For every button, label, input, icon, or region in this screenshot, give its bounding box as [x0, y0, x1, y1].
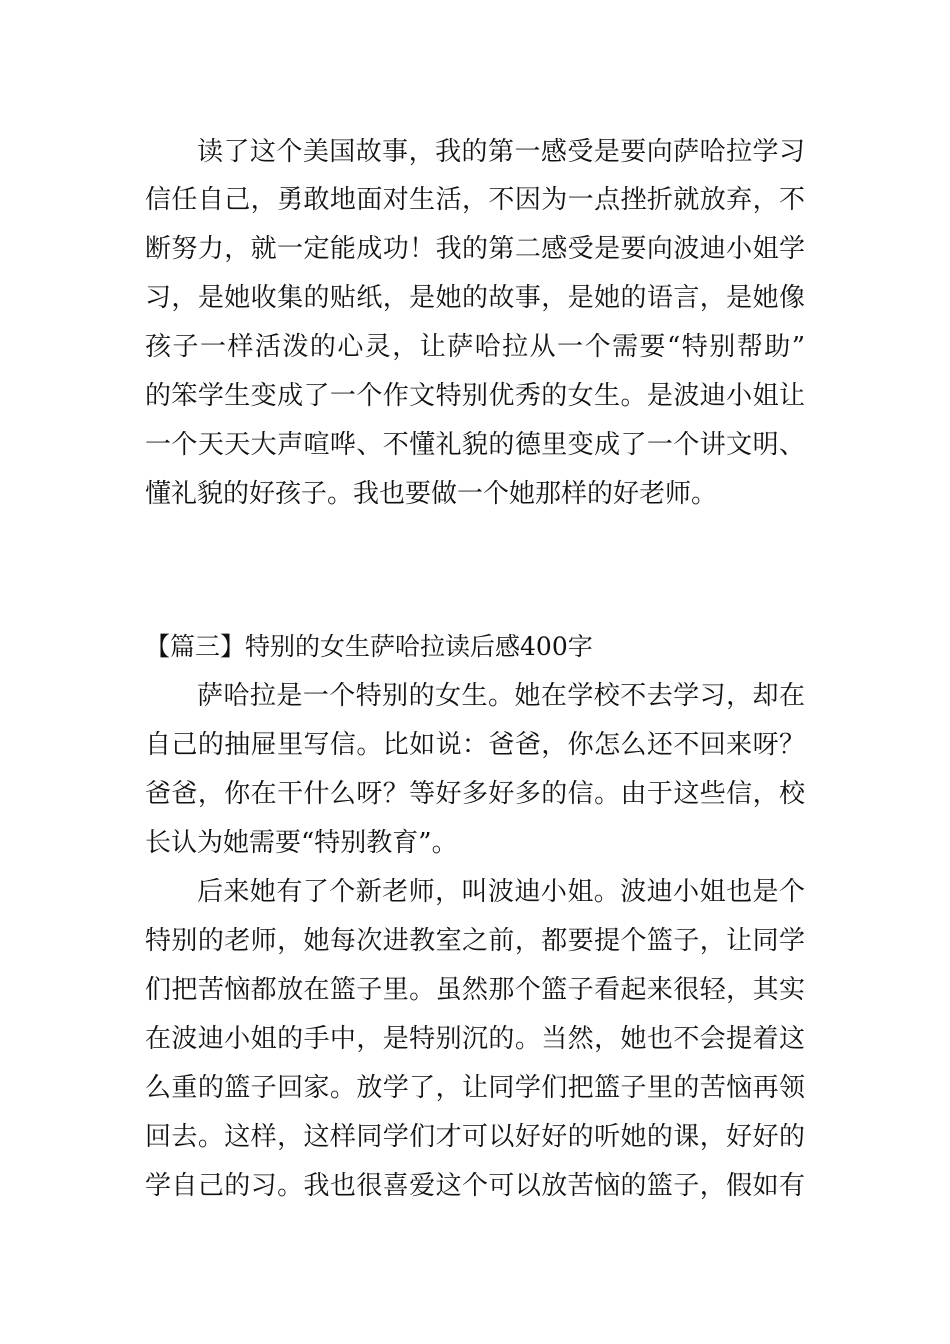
paragraph2-line: 自己的抽屉里写信。比如说：爸爸，你怎么还不回来呀？ [145, 730, 805, 760]
paragraph3-line: 们把苦恼都放在篮子里。虽然那个篮子看起来很轻，其实 [145, 975, 805, 1005]
paragraph3-line: 特别的老师，她每次进教室之前，都要提个篮子，让同学 [145, 926, 805, 956]
paragraph2-line: 萨哈拉是一个特别的女生。她在学校不去学习，却在 [197, 681, 805, 711]
paragraph3-line: 学自己的习。我也很喜爱这个可以放苦恼的篮子，假如有 [145, 1171, 805, 1201]
paragraph1-line: 信任自己，勇敢地面对生活，不因为一点挫折就放弃，不 [145, 185, 805, 215]
section-heading: 【篇三】特别的女生萨哈拉读后感400字 [145, 632, 593, 661]
paragraph1-line: 懂礼貌的好孩子。我也要做一个她那样的好老师。 [145, 479, 718, 509]
paragraph2-line: 长认为她需要“特别教育”。 [145, 828, 458, 858]
paragraph1-line: 孩子一样活泼的心灵，让萨哈拉从一个需要“特别帮助” [145, 332, 805, 362]
paragraph3-line: 在波迪小姐的手中，是特别沉的。当然，她也不会提着这 [145, 1024, 805, 1054]
paragraph3-line: 后来她有了个新老师，叫波迪小姐。波迪小姐也是个 [197, 877, 805, 907]
paragraph2-line: 爸爸，你在干什么呀？等好多好多的信。由于这些信，校 [145, 779, 805, 809]
paragraph1-line: 断努力，就一定能成功！我的第二感受是要向波迪小姐学 [145, 234, 805, 264]
paragraph1-line: 一个天天大声喧哗、不懂礼貌的德里变成了一个讲文明、 [145, 430, 805, 460]
paragraph1-line: 的笨学生变成了一个作文特别优秀的女生。是波迪小姐让 [145, 381, 805, 411]
paragraph3-line: 么重的篮子回家。放学了，让同学们把篮子里的苦恼再领 [145, 1073, 805, 1103]
paragraph1-line: 读了这个美国故事，我的第一感受是要向萨哈拉学习 [197, 137, 805, 167]
paragraph1-line: 习，是她收集的贴纸，是她的故事，是她的语言，是她像 [145, 283, 805, 313]
paragraph3-line: 回去。这样，这样同学们才可以好好的听她的课，好好的 [145, 1122, 805, 1152]
